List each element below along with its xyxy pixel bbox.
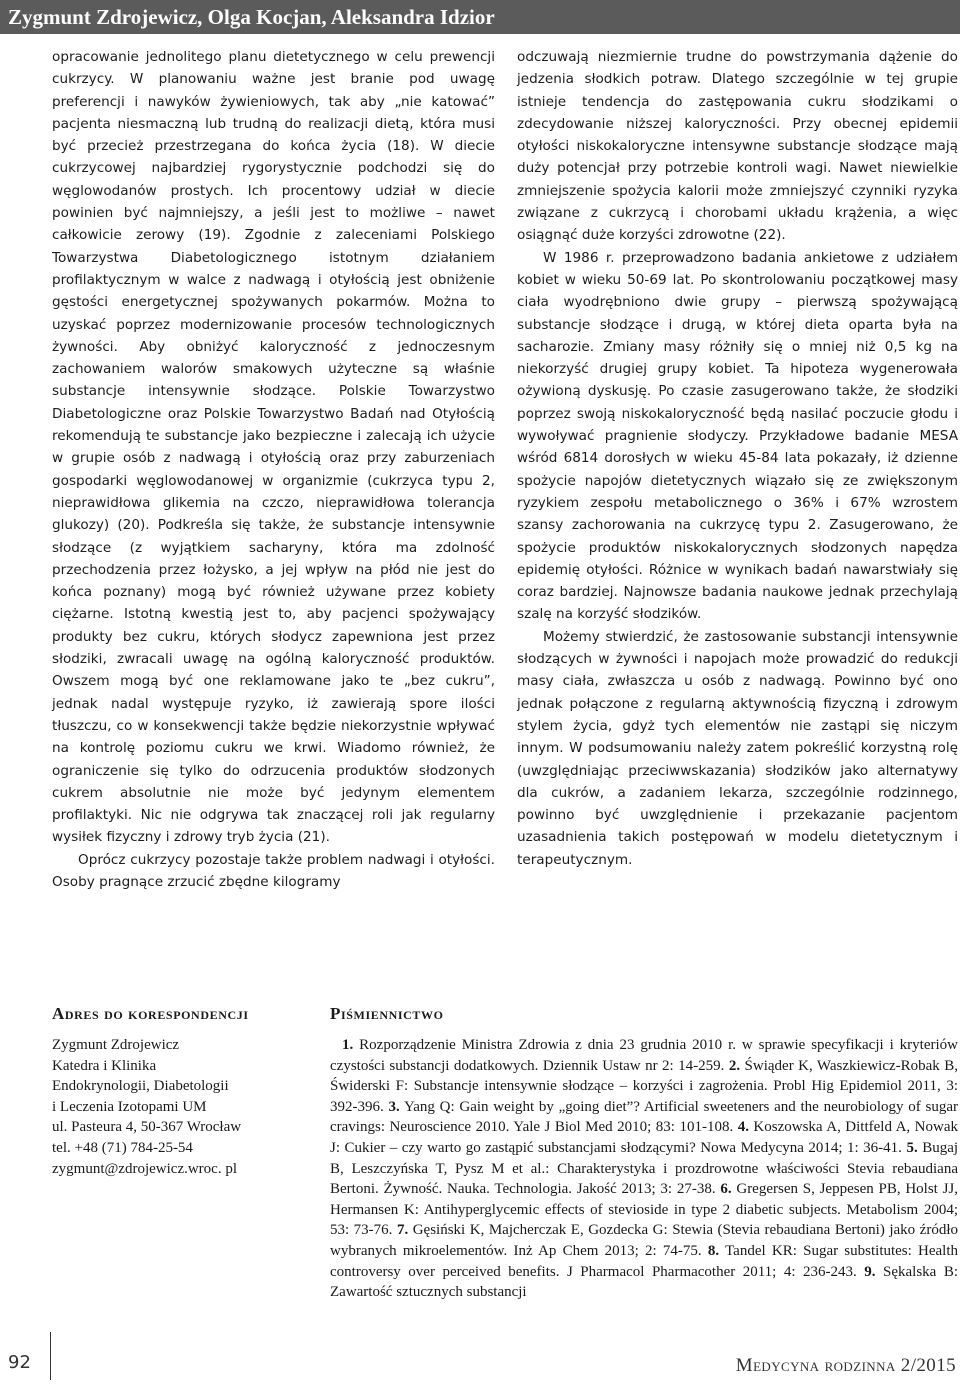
body-column-left bbox=[52, 46, 495, 893]
ref-number: 3. bbox=[388, 1098, 400, 1115]
ref-number: 9. bbox=[864, 1263, 876, 1280]
body-paragraph: Oprócz cukrzycy pozostaje także problem nadwagi i otyłości. Osoby pragnące zrzucić zbędne kilogramy bbox=[52, 851, 495, 890]
body-paragraph: W 1986 r. przeprowadzono badania ankietowe z udziałem kobiet w wieku 50-69 lat. Po skontrolowaniu początkowej masy ciała wyodrębniono dwie grupy – pierwszą spożywającą substancje słodzące i drugą, w której dieta oparta była na sacharozie. Zmiany masy różniły się o mniej niż 0,5 kg na niekorzyść drugiej grupy kobiet. Ta hipoteza wygenerowała ożywioną dyskusję. Po czasie zasugerowano także, że słodziki poprzez swoją niskokaloryczność będą nasilać poczucie głodu i wywoływać pragnienie słodyczy. Przykładowe badanie MESA wśród 6814 dorosłych w wieku 45-84 lata pokazały, iż dzienne spożycie napojów dietetycznych wiązało się ze zwiększonym ryzykiem zespołu metabolicznego o 36% i 67% wzrostem szansy zachorowania na cukrzycę typu 2. Zasugerowano, że spożycie produktów niskokalorycznych słodzonych napędza epidemię otyłości. Różnice w wynikach badań nawarstwiały się coraz bardziej. Najnowsze badania naukowe jednak przechylają szalę na korzyść słodzików. bbox=[517, 249, 958, 623]
ref-text: Tandel KR: Sugar substitutes: Health controversy over perceived benefits. J Pharmacol Pharmacother 2011; 4: 236-243. bbox=[330, 1242, 959, 1280]
ref-number: 6. bbox=[720, 1181, 732, 1198]
ref-text: Sękalska B: Zawartość sztucznych substancji bbox=[330, 1263, 959, 1301]
page-number: 92 bbox=[8, 1352, 31, 1373]
ref-text: Yang Q: Gain weight by „going diet”? Artificial sweeteners and the neurobiology of sugar cravings: Neuroscience 2010. Yale J Biol Med 2010; 83: 101-108. bbox=[330, 1098, 959, 1136]
body-column-right bbox=[517, 46, 958, 871]
ref-text: Gregersen S, Jeppesen PB, Holst JJ, Hermansen K: Antihyperglycemic effects of stevioside in type 2 diabetic subjects. Metabolism 2004; 53: 73-76. bbox=[330, 1181, 959, 1239]
body-paragraph: opracowanie jednolitego planu dietetycznego w celu prewencji cukrzycy. W planowaniu ważne jest branie pod uwagę preferencji i nawyków żywieniowych, tak aby „nie katować” pacjenta niesmaczną lub trudną do realizacji dietą, która musi być przecież przestrzegana do końca życia (18). W diecie cukrzycowej najbardziej rygorystycznie podchodzi się do węglowodanów prostych. Ich procentowy udział w diecie powinien być najmniejszy, a jeśli jest to możliwe – nawet całkowicie zerowy (19). Zgodnie z zaleceniami Polskiego Towarzystwa Diabetologicznego istotnym działaniem profilaktycznym w walce z nadwagą i otyłością jest obniżenie gęstości energetycznej spożywanych pokarmów. Można to uzyskać poprzez modernizowanie procesów technologicznych żywności. Aby obniżyć kaloryczność z jednoczesnym zachowaniem walorów smakowych użyteczne są właśnie substancje intensywnie słodzące. Polskie Towarzystwo Diabetologiczne oraz Polskie Towarzystwo Badań nad Otyłością rekomendują te substancje jako bezpieczne i zalecają ich użycie w grupie osób z nadwagą i otyłością oraz przy zaburzeniach gospodarki węglowodanowej w organizmie (cukrzyca typu 2, nieprawidłowa glikemia na czczo, nieprawidłowa tolerancja glukozy) (20). Podkreśla się także, że substancje intensywnie słodzące (z wyjątkiem sacharyny, która ma zdolność przechodzenia przez łożysko, a jej wpływ na płód nie jest do końca poznany) mogą być również używane przez kobiety ciężarne. Istotną kwestią jest to, aby pacjenci spożywający produkty bez cukru, których słodycz zapewniona jest przez słodziki, zwracali uwagę na ogólną kaloryczność produktów. Owszem mogą być one reklamowane jako te „bez cukru”, jednak nadal występuje ryzyko, iż zawierają spore ilości tłuszczu, co w konsekwencji także będzie niekorzystnie wpływać na kontrolę poziomu cukru we krwi. Wiadomo również, że ograniczenie się tylko do odrzucenia produktów słodzonych cukrem absolutnie nie może być jedynym elementem profilaktyki. Nic nie odgrywa tak znaczącej roli jak regularny wysiłek fizyczny i zdrowy tryb życia (21). bbox=[52, 49, 495, 846]
ref-number: 7. bbox=[396, 1222, 409, 1239]
body-paragraph: Możemy stwierdzić, że zastosowanie substancji intensywnie słodzących w żywności i napojach może prowadzić do redukcji masy ciała, zwłaszcza u osób z nadwagą. Powinno być ono jednak połączone z regularną aktywnością fizyczną i zdrowym stylem życia, gdyż tych elementów nie zastąpi się niczym innym. W podsumowaniu należy zatem pokreślić korzystną rolę (uwzględniając przeciwwskazania) słodzików jako alternatywy dla cukrów, a zadaniem lekarza, szczególnie rodzinnego, powinno być uwzględnienie i przekazanie pacjentom uzasadnienia takich postępowań w modelu dietetycznym i terapeutycznym. bbox=[517, 628, 958, 868]
references-heading: Piśmiennictwo bbox=[330, 1004, 444, 1023]
ref-text: Koszowska A, Dittfeld A, Nowak J: Cukier – czy warto go zastąpić substancjami słodzącymi? Nowa Medycyna 2014; 1: 36-41. bbox=[330, 1119, 958, 1156]
journal-name: Medycyna rodzinna 2/2015 bbox=[735, 1355, 956, 1376]
address-line: Zygmunt Zdrojewicz bbox=[52, 1037, 180, 1053]
address-email: zygmunt@zdrojewicz.wroc. pl bbox=[52, 1160, 238, 1177]
header-authors: Zygmunt Zdrojewicz, Olga Kocjan, Aleksandra Idzior bbox=[8, 5, 495, 29]
ref-number: 4. bbox=[737, 1119, 749, 1136]
ref-text: Gęsiński K, Majcherczak E, Gozdecka G: Stewia (Stevia rebaudiana Bertoni) jako źródło wybranych mikroelementów. Inż Ap Chem 2013; 2: 74-75. bbox=[330, 1222, 958, 1259]
ref-number: 8. bbox=[707, 1242, 720, 1259]
address-line: tel. +48 (71) 784-25-54 bbox=[52, 1139, 193, 1156]
address-line: ul. Pasteura 4, 50-367 Wrocław bbox=[52, 1119, 242, 1136]
references-list bbox=[330, 1035, 958, 1303]
references bbox=[330, 1004, 958, 1303]
ref-text: Rozporządzenie Ministra Zdrowia z dnia 23 grudnia 2010 r. w sprawie specyfikacji i kryteriów czystości substancji dodatkowych. Dziennik Ustaw nr 2: 14-259. bbox=[330, 1037, 958, 1074]
address-line: Endokrynologii, Diabetologii bbox=[52, 1078, 229, 1095]
address-heading: Adres do korespondencji bbox=[52, 1004, 249, 1023]
ref-text: Świąder K, Waszkiewicz-Robak B, Świderski F: Substancje intensywnie słodzące – korzyści i zagrożenia. Probl Hig Epidemiol 2011, 3: 392-396. bbox=[330, 1057, 959, 1115]
footer-divider bbox=[50, 1332, 51, 1380]
ref-number: 1. bbox=[342, 1037, 354, 1053]
correspondence-address bbox=[52, 1004, 314, 1179]
ref-number: 2. bbox=[728, 1057, 741, 1074]
ref-text: Bugaj B, Leszczyńska T, Pysz M et al.: Charakterystyka i prozdrowotne właściwości Stevia rebaudiana Bertoni. Żywność. Nauka. Technologia. Jakość 2013; 3: 27-38. bbox=[330, 1139, 959, 1198]
ref-number: 5. bbox=[906, 1139, 918, 1156]
address-line: Katedra i Klinika bbox=[52, 1057, 157, 1074]
address-line: i Leczenia Izotopami UM bbox=[52, 1098, 207, 1115]
body-paragraph: odczuwają niezmiernie trudne do powstrzymania dążenie do jedzenia słodkich potraw. Dlatego szczególnie w tej grupie istnieje tendencja do zastępowania cukru słodzikami o zdecydowanie niższej kaloryczności. Przy obecnej epidemii otyłości niskokaloryczne intensywne substancje słodzące mają duży potencjał przy potrzebie kontroli wagi. Nawet niewielkie zmniejszenie spożycia kalorii może zmniejszyć czynniki ryzyka związane z cukrzycą i chorobami układu krążenia, a więc osiągnąć duże korzyści zdrowotne (22). bbox=[517, 49, 958, 244]
running-header bbox=[0, 0, 960, 34]
